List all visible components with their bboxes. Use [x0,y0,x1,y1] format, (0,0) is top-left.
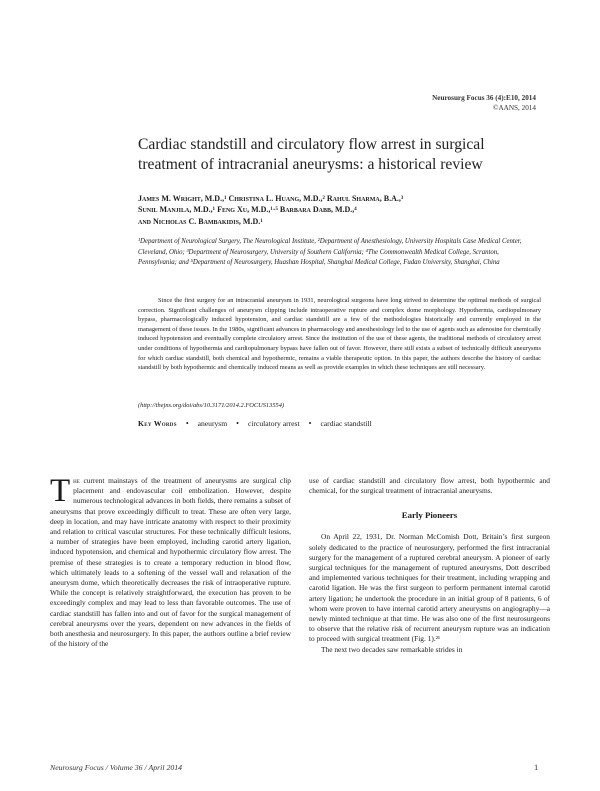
author-list [138,193,548,227]
footer-journal: Neurosurg Focus / Volume 36 / April 2014 [50,763,183,772]
bullet-icon: • [236,419,239,428]
keyword-item: circulatory arrest [247,419,300,428]
section-paragraph-1: On April 22, 1931, Dr. Norman McComish Dott, Britain’s first surgeon solely dedicated to the practice of neurosurgery, performed the first intracranial surgery for the management of a ruptured cerebral aneurysm. A pioneer of early surgical techniques for the management of ruptured aneurysms, Dott described and implemented various techniques for their treatment, including wrapping and carotid ligation. He was the first surgeon to perform permanent internal carotid artery ligation; he undertook the procedure in an initial group of 8 patients, 6 of whom were proven to have internal carotid artery aneurysms on angiography—a newly minted technique at that time. He was also one of the first neurosurgeons to observe that the relative risk of recurrent aneurysm rupture was an indication to proceed with surgical treatment (Fig. 1).²¹ [309,532,550,644]
page-number: 1 [534,762,539,772]
keyword-item: cardiac standstill [320,419,372,428]
affiliations: ¹Department of Neurological Surgery, The Neurological Institute, ²Department of Anesthesiology, University Hospitals Case Medical Center, Cleveland, Ohio; ³Department of Neurosurgery, University of Southern California; ⁴The Commonwealth Medical College, Scranton, Pennsylvania; and ⁵Department of Neurosurgery, Huashan Hospital, Shanghai Medical College, Fudan University, Shanghai, China [138,238,522,267]
doi-link[interactable]: (http://thejns.org/doi/abs/10.3171/2014.2.FOCUS13554) [138,402,285,409]
bullet-icon: • [308,419,312,428]
author-line-2: Sunil Manjila, M.D.,¹ Feng Xu, M.D.,¹·⁵ Barbara Dabb, M.D.,⁴ [138,205,357,215]
keywords-row [138,419,372,428]
intro-continuation: use of cardiac standstill and circulatory flow arrest, both hypothermic and chemical, for the surgical treatment of intracranial aneurysms. [309,476,550,496]
bullet-icon: • [185,419,189,428]
journal-citation: Neurosurg Focus 36 (4):E10, 2014 [432,94,536,102]
section-paragraph-2: The next two decades saw remarkable strides in [321,644,463,654]
author-line-1: James M. Wright, M.D.,¹ Christina L. Huang, M.D.,² Rahul Sharma, B.A.,³ [138,194,404,203]
article-title: Cardiac standstill and circulatory flow arrest in surgical treatment of intracranial aneurysms: a historical review [138,136,485,173]
keywords-label: Key Words [138,419,177,428]
body-column-left [50,473,291,649]
lead-word: he [73,476,80,485]
keyword-item: aneurysm [197,419,228,428]
author-line-3: and Nicholas C. Bambakidis, M.D.¹ [138,216,263,226]
abstract-text: Since the first surgery for an intracranial aneurysm in 1931, neurological surgeons have long strived to determine the optimal methods of surgical correction. Significant challenges of aneurysm clipping include intraoperative rupture and complex dome morphology. Hypothermia, cardiopulmonary bypass, pharmacologically induced hypotension, and cardiac standstill are a few of the methodologies historically and currently employed in the management of these issues. In the 1980s, significant advances in pharmacology and anesthesiology led to the use of agents such as adenosine for chemically induced hypotension and eventually complete circulatory arrest. Since the institution of the use of these agents, the traditional methods of circulatory arrest under conditions of hypothermia and cardiopulmonary bypass have fallen out of favor. However, there still exists a subset of technically difficult aneurysms for which cardiac standstill, both chemical and hypothermic, remains a viable therapeutic option. In this paper, the authors describe the history of cardiac standstill by both hypothermic and chemically induced means as well as provide examples in which these techniques are still necessary. [138,297,541,372]
body-column-right [309,476,550,655]
drop-cap: T [50,473,71,509]
intro-paragraph: current mainstays of the treatment of aneurysms are surgical clip placement and endovascular coil embolization. However, despite numerous technological advances in both fields, there remains a subset of aneurysms that prove exceedingly difficult to treat. These are often very large, deep in location, and may have intricate anatomy with respect to their proximity and relation to critical vascular structures. For these technically difficult lesions, a number of strategies have been employed, including carotid artery ligation, induced hypotension, and chemical and hypothermic circulatory flow arrest. The premise of these strategies is to create a temporary reduction in blood flow, which ultimately leads to a softening of the vessel wall and relaxation of the aneurysm dome, which theoretically decreases the risk of intraoperative rupture. While the concept is relatively straightforward, the execution has proven to be exceedingly complex and may lead to less than favorable outcomes. The use of cardiac standstill has fallen into and out of favor for the surgical management of cerebral aneurysms over the years, dependent on new advances in the fields of both anesthesia and neurosurgery. In this paper, the authors outline a brief review of the history of the [50,476,291,649]
copyright-notice: ©AANS, 2014 [493,104,536,112]
section-heading: Early Pioneers [401,510,458,521]
